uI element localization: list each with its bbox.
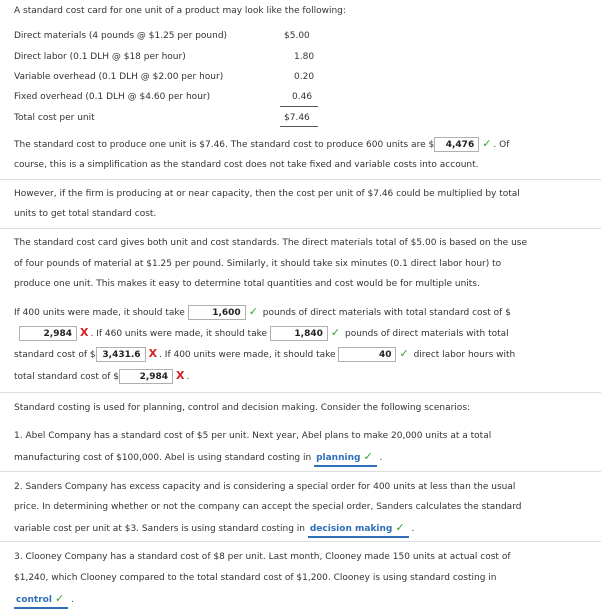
scenario-line (14, 522, 591, 538)
scenario-1-select[interactable] (314, 451, 377, 467)
x-icon: X (176, 369, 185, 382)
labor-hours-answer[interactable]: 40 (338, 347, 396, 362)
question-text: . If 460 units were made, it should take (90, 329, 268, 339)
selected-value: planning (316, 453, 361, 463)
scenario-3-select[interactable] (14, 593, 68, 609)
divider (0, 471, 601, 472)
total-label: Total cost per unit (14, 113, 95, 123)
cost-row-amount: 0.20 (294, 72, 315, 82)
cost-row-label: Direct labor (0.1 DLH @ $18 per hour) (14, 52, 186, 62)
check-icon: ✓ (248, 305, 258, 318)
standards-text: of four pounds of material at $1.25 per pound. Similarly, it should take six minutes (0.1 direct labor hour) to (14, 259, 502, 269)
question-text: direct labor hours with (413, 350, 516, 360)
question-text: . (186, 372, 190, 382)
selected-value: control (16, 595, 52, 605)
question-text: total standard cost of $ (14, 372, 120, 382)
period: . (411, 524, 415, 534)
question-line (14, 305, 591, 320)
cost-row-amount: $5.00 (284, 31, 310, 41)
units-text: . Of (493, 140, 510, 150)
standards-text: The standard cost card gives both unit and cost standards. The direct materials total of $5.00 is based on the use (14, 238, 528, 248)
labor-cost-answer[interactable]: 2,984 (119, 369, 173, 384)
question-line (14, 369, 591, 384)
capacity-text: However, if the firm is producing at or near capacity, then the cost per unit of $7.46 could be multiplied by total (14, 189, 520, 199)
units-paragraph-cont: course, this is a simplification as the standard cost does not take fixed and variable costs into account. (14, 160, 479, 170)
cost-row-label: Variable overhead (0.1 DLH @ $2.00 per hour) (14, 72, 224, 82)
question-text: standard cost of $ (14, 350, 96, 360)
standards-text: produce one unit. This makes it easy to determine total quantities and cost would be for multiple units. (14, 279, 480, 289)
selected-value: decision making (309, 524, 393, 534)
check-icon: ✓ (330, 326, 341, 339)
scenario-text: $1,240, which Clooney compared to the total standard cost of $1,200. Clooney is using standard costing in (14, 573, 497, 583)
scenarios-intro: Standard costing is used for planning, control and decision making. Consider the following scenarios: (14, 403, 471, 413)
materials-460-answer[interactable]: 1,840 (270, 326, 328, 341)
divider (0, 179, 601, 180)
x-icon: X (80, 326, 89, 339)
period: . (379, 453, 383, 463)
units-paragraph (14, 137, 591, 152)
divider (0, 228, 601, 229)
cost-600-units-answer[interactable]: 4,476 (434, 137, 479, 152)
question-text: pounds of direct materials with total standard cost of $ (262, 308, 511, 318)
check-icon: ✓ (395, 521, 405, 534)
question-text: If 400 units were made, it should take (14, 308, 185, 318)
scenario-text: 1. Abel Company has a standard cost of $5 per unit. Next year, Abel plans to make 20,000 units at a total (14, 431, 492, 441)
total-rule (280, 126, 318, 127)
total-amount: $7.46 (284, 113, 310, 123)
divider (0, 541, 601, 542)
scenario-line (14, 451, 591, 467)
capacity-text: units to get total standard cost. (14, 209, 157, 219)
check-icon: ✓ (482, 137, 492, 150)
materials-400-answer[interactable]: 1,600 (188, 305, 246, 320)
units-text: The standard cost to produce one unit is $7.46. The standard cost to produce 600 units are $ (14, 140, 435, 150)
question-text: pounds of direct materials with total (344, 329, 509, 339)
x-icon: X (148, 347, 158, 360)
check-icon: ✓ (363, 450, 373, 463)
divider (0, 392, 601, 393)
period: . (71, 595, 74, 605)
cost-row-amount: 0.46 (292, 92, 313, 102)
cost-row-label: Fixed overhead (0.1 DLH @ $4.60 per hour) (14, 92, 211, 102)
subtotal-rule (280, 106, 318, 107)
scenario-text: manufacturing cost of $100,000. Abel is using standard costing in (14, 453, 312, 463)
check-icon: ✓ (54, 592, 65, 605)
scenario-line (14, 593, 591, 609)
scenario-text: price. In determining whether or not the company can accept the special order, Sanders calculates the standard (14, 502, 522, 512)
question-text: . If 400 units were made, it should take (159, 350, 336, 360)
check-icon: ✓ (399, 347, 409, 360)
scenario-text: 2. Sanders Company has excess capacity and is considering a special order for 400 units at less than the usual (14, 482, 516, 492)
scenario-text: 3. Clooney Company has a standard cost of $8 per unit. Last month, Clooney made 150 units at actual cost of (14, 552, 511, 562)
scenario-2-select[interactable] (308, 522, 409, 538)
scenario-text: variable cost per unit at $3. Sanders is using standard costing in (14, 524, 305, 534)
intro-text: A standard cost card for one unit of a product may look like the following: (14, 6, 346, 16)
cost-400-answer[interactable]: 2,984 (19, 326, 77, 341)
question-line (14, 326, 591, 341)
cost-row-amount: 1.80 (294, 52, 315, 62)
question-line (14, 347, 591, 362)
cost-460-answer[interactable]: 3,431.6 (96, 347, 146, 362)
cost-row-label: Direct materials (4 pounds @ $1.25 per pound) (14, 31, 228, 41)
